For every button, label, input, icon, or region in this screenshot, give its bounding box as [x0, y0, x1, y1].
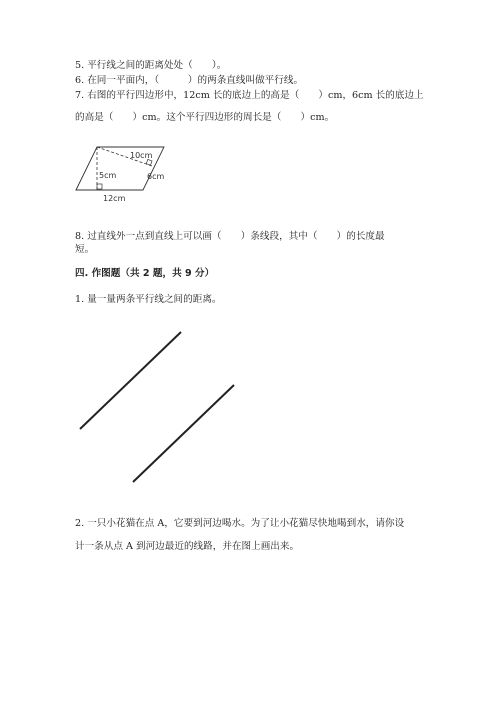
question-5: 5. 平行线之间的距离处处（ ）。: [75, 60, 227, 71]
section-4-question-1: 1. 量一量两条平行线之间的距离。: [75, 294, 222, 305]
section-4-question-2-line-1: 2. 一只小花猫在点 A，它要到河边喝水。为了让小花猫尽快地喝到水，请你设: [75, 518, 405, 529]
right-angle-mark-side: [146, 159, 152, 165]
question-8-line-1: 8. 过直线外一点到直线上可以画（ ）条线段，其中（ ）的长度最: [75, 231, 385, 242]
section-4-title: 四. 作图题（共 2 题，共 9 分）: [75, 268, 215, 279]
label-6cm: 6cm: [147, 172, 165, 181]
label-10cm: 10cm: [130, 151, 153, 160]
section-4-question-2-line-2: 计一条从点 A 到河边最近的线路，并在图上画出来。: [75, 541, 300, 552]
label-12cm: 12cm: [103, 194, 126, 203]
parallel-line-1: [80, 332, 181, 429]
right-angle-mark-bottom: [97, 184, 102, 189]
parallel-line-2: [133, 385, 234, 482]
question-6: 6. 在同一平面内，（ ）的两条直线叫做平行线。: [75, 75, 304, 86]
question-7-line-1: 7. 右图的平行四边形中，12cm 长的底边上的高是（ ）cm，6cm 长的底边上: [75, 90, 424, 101]
question-7-line-2: 的高是（ ）cm。这个平行四边形的周长是（ ）cm。: [75, 112, 335, 123]
label-5cm: 5cm: [99, 171, 117, 180]
question-8-line-2: 短。: [75, 244, 95, 255]
